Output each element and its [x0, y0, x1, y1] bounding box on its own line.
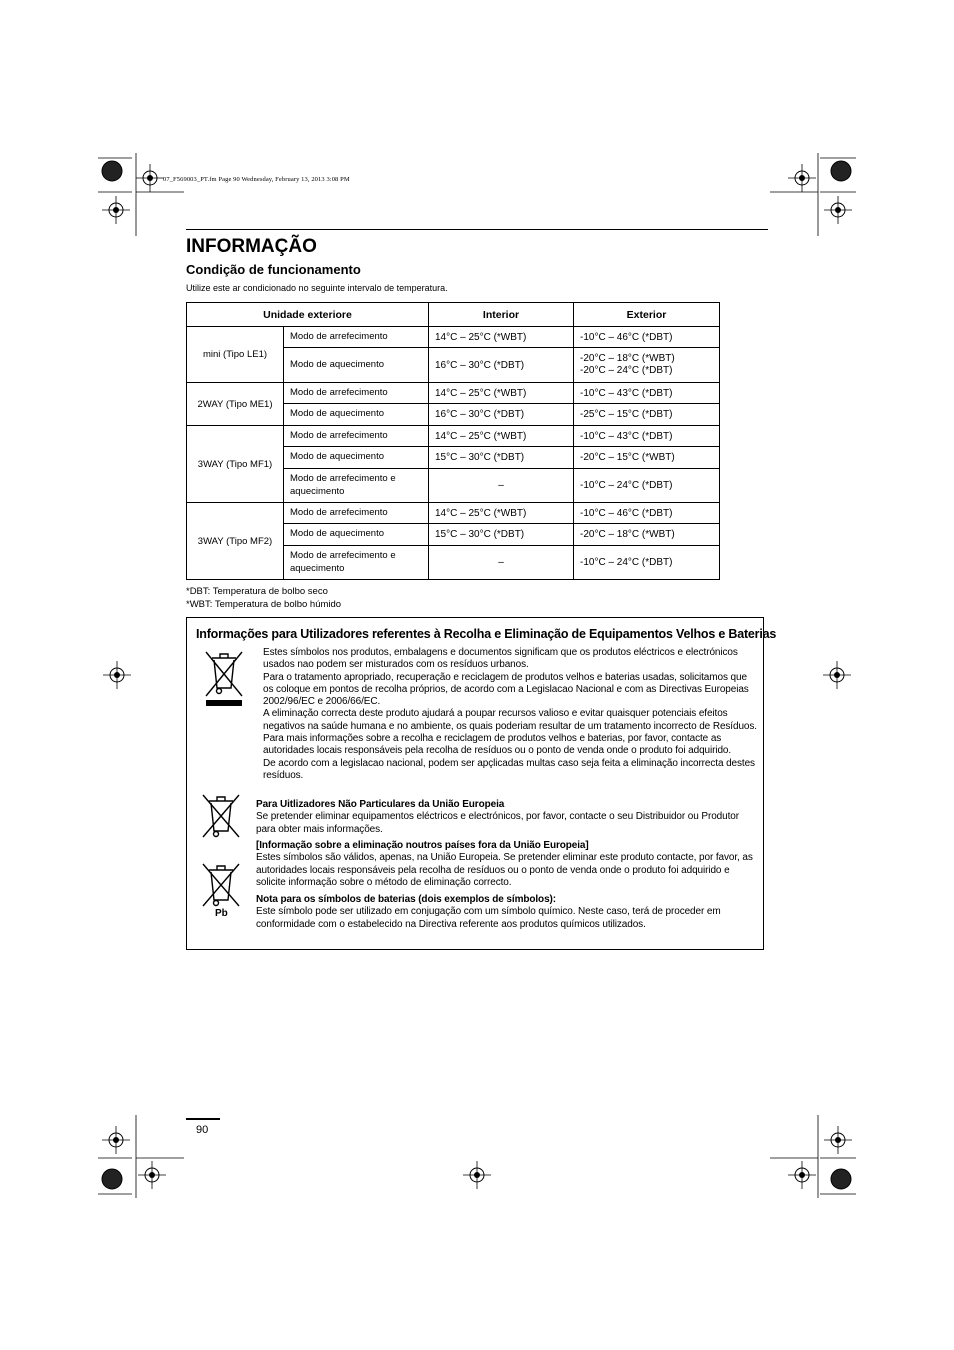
block-text: Se pretender eliminar equipamentos eléctricos e electrónicos, por favor, contacte o seu Distribuidor ou Produtor para obter mais informações.	[256, 811, 739, 835]
info-paragraph: De acordo com a legislacao nacional, podem ser apçlicadas multas caso seja feita a eliminação incorrecta destes resíduos.	[263, 757, 755, 781]
unit-cell: 3WAY (Tipo MF2)	[187, 503, 284, 580]
interior-cell: 15°C – 30°C (*DBT)	[429, 447, 574, 469]
registration-mark-icon	[824, 196, 852, 224]
exterior-cell: -25°C – 15°C (*DBT)	[574, 404, 720, 426]
interior-cell: 15°C – 30°C (*DBT)	[429, 524, 574, 546]
registration-mark-icon	[138, 1161, 166, 1189]
info-paragraph: Para mais informações sobre a recolha e reciclagem de produtos velhos e baterias, por favor, contacte as autoridades locais responsáveis pela recolha de resíduos ou o ponto de venda onde o produto foi adquirido.	[263, 733, 732, 757]
mode-cell: Modo de arrefecimento e aquecimento	[284, 469, 429, 503]
exterior-cell: -10°C – 43°C (*DBT)	[574, 426, 720, 447]
exterior-value: -20°C – 24°C (*DBT)	[580, 365, 673, 376]
registration-mark-icon	[788, 1161, 816, 1189]
interior-cell: 16°C – 30°C (*DBT)	[429, 348, 574, 383]
registration-target-icon	[831, 161, 851, 181]
disposal-info-box	[186, 617, 777, 950]
table-header-row	[187, 303, 720, 327]
exterior-cell: -20°C – 15°C (*WBT)	[574, 447, 720, 469]
column-header: Exterior	[574, 303, 720, 327]
column-header: Interior	[429, 303, 574, 327]
interior-cell: 14°C – 25°C (*WBT)	[429, 327, 574, 348]
block-text: Este símbolo pode ser utilizado em conjugação com um símbolo químico. Neste caso, terá de proceder em conformidade com o estabelecido na Directiva referente aos produtos químicos utilizados.	[256, 906, 721, 930]
mode-cell: Modo de arrefecimento	[284, 327, 429, 348]
crossed-bin-icon	[202, 648, 246, 708]
exterior-cell: -10°C – 46°C (*DBT)	[574, 503, 720, 524]
mode-cell: Modo de aquecimento	[284, 524, 429, 546]
note-wbt: *WBT: Temperatura de bolbo húmido	[186, 599, 342, 610]
info-paragraph: Para o tratamento apropriado, recuperação e reciclagem de produtos velhos e baterias usadas, solicitamos que os coloque em pontos de recolha próprios, de acordo com a Legislacao Nacional e com as Directivas Europeias 2002/96/EC e 2006/66/EC.	[263, 671, 749, 708]
table-row	[187, 426, 720, 447]
exterior-cell	[574, 348, 720, 383]
section-heading: Condição de funcionamento	[186, 262, 361, 277]
interior-cell: 14°C – 25°C (*WBT)	[429, 503, 574, 524]
mode-cell: Modo de arrefecimento	[284, 383, 429, 404]
mode-cell: Modo de aquecimento	[284, 447, 429, 469]
table-row	[187, 503, 720, 524]
table-notes	[186, 585, 341, 611]
block-title: Para Uitlizadores Não Particulares da União Europeia	[256, 799, 505, 810]
column-header: Unidade exteriore	[187, 303, 429, 327]
info-paragraphs	[263, 647, 758, 782]
table-row	[187, 383, 720, 404]
registration-mark-icon	[103, 661, 131, 689]
unit-cell: 2WAY (Tipo ME1)	[187, 383, 284, 426]
page-number-rule	[186, 1118, 220, 1120]
registration-target-icon	[102, 161, 122, 181]
interior-cell: 14°C – 25°C (*WBT)	[429, 383, 574, 404]
block-title: Nota para os símbolos de baterias (dois exemplos de símbolos):	[256, 894, 556, 905]
block-title: [Informação sobre a eliminação noutros países fora da União Europeia]	[256, 840, 589, 851]
info-box-title: Informações para Utilizadores referentes à Recolha e Eliminação de Equipamentos Velhos e Baterias	[196, 627, 777, 641]
exterior-cell: -10°C – 24°C (*DBT)	[574, 469, 720, 503]
header-rule	[186, 229, 768, 230]
exterior-cell: -10°C – 24°C (*DBT)	[574, 546, 720, 580]
interior-cell: 16°C – 30°C (*DBT)	[429, 404, 574, 426]
interior-cell: 14°C – 25°C (*WBT)	[429, 426, 574, 447]
mode-cell: Modo de arrefecimento	[284, 503, 429, 524]
exterior-value: -20°C – 18°C (*WBT)	[580, 353, 675, 364]
registration-mark-icon	[102, 1126, 130, 1154]
interior-cell: –	[429, 546, 574, 580]
battery-note-block	[256, 894, 756, 931]
registration-mark-icon	[102, 196, 130, 224]
unit-cell: 3WAY (Tipo MF1)	[187, 426, 284, 503]
mode-cell: Modo de arrefecimento	[284, 426, 429, 447]
note-dbt: *DBT: Temperatura de bolbo seco	[186, 586, 328, 597]
outside-eu-block	[256, 840, 756, 889]
table-row	[187, 327, 720, 348]
registration-mark-icon	[823, 661, 851, 689]
info-paragraph: A eliminação correcta deste produto ajudará a poupar recursos valioso e evitar quaisquer potenciais efeitos negativos na saúde humana e no ambiente, os quais poderiam resultar de um tratamento incorrecto de Resíduos.	[263, 708, 757, 732]
registration-target-icon	[102, 1169, 122, 1189]
registration-mark-icon	[463, 1161, 491, 1189]
mode-cell: Modo de arrefecimento e aquecimento	[284, 546, 429, 580]
page-title: INFORMAÇÃO	[186, 236, 317, 257]
registration-mark-icon	[136, 164, 164, 192]
crossed-bin-icon	[199, 793, 243, 839]
operating-conditions-table	[186, 302, 720, 580]
registration-mark-icon	[824, 1126, 852, 1154]
block-text: Estes símbolos são válidos, apenas, na União Europeia. Se pretender eliminar este produto contacte, por favor, as autoridades locais responsáveis pela recolha de resíduos ou o ponto de venda onde o produto foi adquirido e solicite informação sobre o método de eliminação correcto.	[256, 852, 753, 888]
registration-mark-icon	[788, 164, 816, 192]
exterior-cell: -20°C – 18°C (*WBT)	[574, 524, 720, 546]
exterior-cell: -10°C – 46°C (*DBT)	[574, 327, 720, 348]
registration-target-icon	[831, 1169, 851, 1189]
unit-cell: mini (Tipo LE1)	[187, 327, 284, 383]
mode-cell: Modo de aquecimento	[284, 348, 429, 383]
non-private-users-block	[256, 799, 756, 836]
exterior-cell: -10°C – 43°C (*DBT)	[574, 383, 720, 404]
page-number: 90	[196, 1124, 209, 1136]
info-paragraph: Estes símbolos nos produtos, embalagens e documentos significam que os produtos eléctricos e electrónicos usados nao podem ser misturados com os resíduos urbanos.	[263, 647, 738, 671]
mode-cell: Modo de aquecimento	[284, 404, 429, 426]
section-intro: Utilize este ar condicionado no seguinte intervalo de temperatura.	[186, 283, 448, 293]
pb-label: Pb	[215, 908, 228, 919]
file-info: 07_F569003_PT.fm Page 90 Wednesday, February 13, 2013 3:08 PM	[163, 176, 350, 183]
interior-cell: –	[429, 469, 574, 503]
